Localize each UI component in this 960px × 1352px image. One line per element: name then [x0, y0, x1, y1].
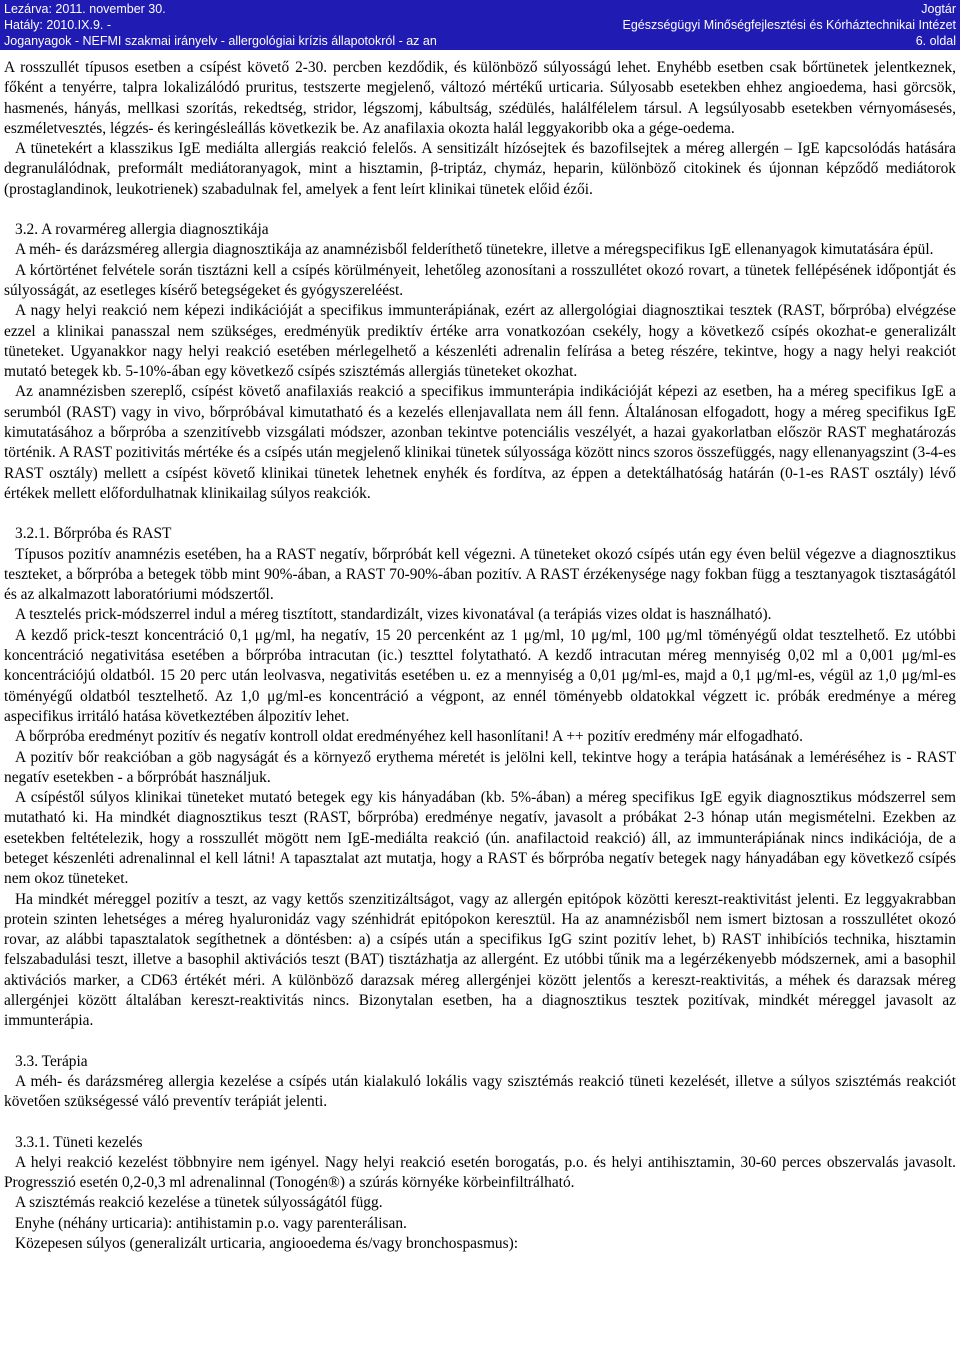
header-right	[622, 1, 956, 49]
section-heading: 3.3.1. Tüneti kezelés	[15, 1133, 143, 1151]
paragraph: A pozitív bőr reakcióban a göb nagyságát és a környező erythema méretét is jelölni kell, tekintve hogy a terápia hatásának a leméréséhez is - RAST negatív esetekben - a bőrpróbát használjuk.	[4, 748, 956, 786]
publisher: Jogtár	[921, 2, 956, 16]
page-number: 6. oldal	[915, 34, 956, 48]
paragraph: Enyhe (néhány urticaria): antihistamin p.o. vagy parenterálisan.	[15, 1214, 407, 1232]
paragraph: A rosszullét típusos esetben a csípést követő 2-30. percben kezdődik, és különböző súlyosságú lehet. Enyhébb esetben csak bőrtünetek jelentkeznek, főként a tenyérre, talpra lokalizálódó pruritus, testszerte megjelenő, változó mértékű urticaria. Súlyosabb esetekben ehhez angioedema, hasi görcsök, hasmenés, hányás, mellkasi szorítás, rekedtség, stridor, légszomj, kábultság, szédülés, halálfélelem társul. A legsúlyosabb esetekben vérnyomásesés, eszméletvesztés, légzés- és keringésleállás következik be. Az anafilaxia okozta halál leggyakoribb oka a gége-oedema.	[4, 59, 956, 137]
paragraph: Ha mindkét méreggel pozitív a teszt, az vagy kettős szenzitizáltságot, vagy az allergén epitópok közötti kereszt-reaktivitást jelenti. Ez leggyakrabban protein szinten lehetséges a méreg hyaluronidáz vagy szénhidrát epitópokon keresztül. Ha az anamnézisből nem ismert biztosan a rosszullétet okozó rovar, az alábbi tapasztalatok segíthetnek a döntésben: a) a csípés után a specifikus IgG szint pozitív lehet, b) RAST inhibíciós technika, hisztamin felszabadulási teszt, illetve a basophil aktivációs teszt (BAT) tisztázhatja az allergént. Ez utóbbi tűnik ma a legérzékenyebb módszernek, ami a basophil aktivációs marker, a CD63 értékét méri. A különböző darazsak méreg allergénjei között jelentős a kereszt-reaktivitás, a méhek és darazsak méreg allergénjei között általában kereszt-reaktivitás nincs. Bizonytalan esetben, ha a diagnosztikus tesztek pozitívak, mindkét méreggel javasolt az immunterápia.	[4, 890, 956, 1030]
institute: Egészségügyi Minőségfejlesztési és Kórháztechnikai Intézet	[622, 18, 956, 32]
paragraph: A kórtörténet felvétele során tisztázni kell a csípés körülményeit, lehetőleg azonosítani a rosszullétet okozó rovart, a tünetek fellépésének időpontját és súlyosságát, az esetleges kísérő betegségeket és gyógyszereléést.	[4, 261, 956, 299]
paragraph: Az anamnézisben szereplő, csípést követő anafilaxiás reakció a specifikus immunterápia indikációját képezi az esetben, ha a méreg specifikus IgE a serumból (RAST) vagy in vivo, bőrpróbával kimutatható és a kezelés ellenjavallata nem áll fenn. Általánosan elfogadott, hogy a méreg specifikus IgE kimutatásához a bőrpróba a szenzitívebb vizsgálati módszer, azonban tekintve potenciális veszélyét, a hazai gyakorlatban először RAST meghatározás történik. A RAST pozitivitás mértéke és a csípés után megjelenő klinikai tünetek súlyossága között nincs szoros összefüggés, nagy ellenanyagszint (3-4-es RAST osztály) mellett a csípést követő klinikai tünetek lehetnek enyhék és fordítva, az éppen a detektálhatóság határán (0-1-es RAST osztály) lévő értékek mellett előfordulhatnak klinikailag súlyos reakciók.	[4, 383, 956, 502]
paragraph: A méh- és darázsméreg allergia diagnosztikája az anamnézisből felderíthető tünetekre, illetve a méregspecifikus IgE ellenanyagok kimutatására épül.	[15, 241, 934, 259]
document-path: Joganyagok - NEFMI szakmai irányelv - allergológiai krízis állapotokról - az an	[4, 34, 437, 48]
paragraph: Típusos pozitív anamnézis esetében, ha a RAST negatív, bőrpróbát kell végezni. A tüneteket okozó csípés után egy éven belül végezve a diagnosztikus teszteket, a bőrpróba a betegek több mint 90%-ában, a RAST 70-90%-ában pozitív. A RAST érzékenysége nagy fokban függ a tesztanyagok tisztaságától és az alkalmazott laboratóriumi módszertől.	[4, 545, 956, 604]
section-heading: 3.2.1. Bőrpróba és RAST	[15, 525, 172, 543]
paragraph: A méh- és darázsméreg allergia kezelése a csípés után kialakuló lokális vagy szisztémás reakció tüneti kezelését, illetve a súlyos szisztémás reakciót követően szükségessé váló preventív terápiát jelenti.	[4, 1072, 956, 1111]
paragraph: A tesztelés prick-módszerrel indul a méreg tisztított, standardizált, vizes kivonatával (a terápiás vizes oldat is használható).	[15, 606, 772, 624]
paragraph: A csípéstől súlyos klinikai tüneteket mutató betegek egy kis hányadában (kb. 5%-ában) a méreg specifikus IgE egyik diagnosztikus módszerrel sem mutatható ki. Ha mindkét diagnosztikus teszt (RAST, bőrpróba) eredménye negatív, javasolt a próbákat 2-3 hónap után megismételni. Ezekben az esetekben feltételezik, hogy a rosszullét mögött nem IgE-mediálta reakció (ún. anafilactoid reakció) áll, az immunterápiának nincs indikációja, de a beteget készenléti adrenalinnal el kell látni! A tapasztalat azt mutatja, hogy a RAST és bőrpróba negatív betegek nagy hányadában egy következő csípés nem okoz tüneteket.	[4, 789, 956, 888]
document-body	[4, 58, 956, 1254]
paragraph: A kezdő prick-teszt koncentráció 0,1 μg/ml, ha negatív, 15 20 percenként az 1 μg/ml, 10 μg/ml, 100 μg/ml töményégű oldat tesztelhető. Ez utóbbi koncentráció negativitása esetében a bőrpróba intracutan (ic.) teszttel folytatható. A kezdő intracutan méreg mennyiség 0,02 ml a 0,001 μg/ml-es koncentrációjú oldatból. 15 20 perc után leolvasva, negativitás esetében u. ez a mennyiség a 0,01 μg/ml-es, majd a 0,1 μg/ml-es, végül az 1,0 μg/ml-es töményégű oldatból tesztelhető. Az 1,0 μg/ml-es koncentráció a végpont, az ennél töményebb oldatokkal végzett ic. próbák eredménye a méreg aspecifikus irritáló hatása következtében álpozitív lehet.	[4, 626, 956, 725]
section-heading: 3.2. A rovarméreg allergia diagnosztikája	[15, 221, 269, 239]
closing-date: Lezárva: 2011. november 30.	[4, 2, 166, 16]
document-header	[0, 0, 960, 50]
section-heading: 3.3. Terápia	[15, 1052, 88, 1070]
paragraph: A szisztémás reakció kezelése a tünetek súlyosságától függ.	[15, 1194, 383, 1212]
effective-date: Hatály: 2010.IX.9. -	[4, 18, 112, 32]
paragraph: A nagy helyi reakció nem képezi indikációját a specifikus immunterápiának, ezért az allergológiai diagnosztikai tesztek (RAST, bőrpróba) elvégzése ezzel a klinikai panasszal nem szükséges, eredményük prediktív értéke arra vonatkozóan csekély, hogy a következő csípés okozhat-e generalizált tüneteket. Ugyanakkor nagy helyi reakció esetében mérlegelhető a készenléti adrenalin felírása a beteg részére, tekintve, hogy a nagy helyi reakciót mutató betegek kb. 5-10%-ában egy következő csípés szisztémás allergiás tüneteket okozhat.	[4, 302, 956, 381]
paragraph: Közepesen súlyos (generalizált urticaria, angiooedema és/vagy bronchospasmus):	[15, 1235, 519, 1253]
paragraph: A helyi reakció kezelést többnyire nem igényel. Nagy helyi reakció esetén borogatás, p.o. és helyi antihisztamin, 30-60 perces obszervalás javasolt. Progresszió esetén 0,2-0,3 ml adrenalinnal (Tonogén®) a szúrás környéke körbeinfiltrálható.	[4, 1153, 956, 1192]
header-left	[4, 1, 437, 49]
paragraph: A bőrpróba eredményt pozitív és negatív kontroll oldat eredményéhez kell hasonlítani! A ++ pozitív eredmény már elfogadható.	[15, 728, 803, 746]
paragraph: A tünetekért a klasszikus IgE mediálta allergiás reakció felelős. A sensitizált hízósejtek és bazofilsejtek a méreg allergén – IgE kapcsolódás hatására degranulálódnak, preformált mediátoranyagok, mint a hisztamin, β-triptáz, chymáz, heparin, különböző citokinek és újonnan képződő mediátorok (prostaglandinok, leukotrienek) szabadulnak fel, amelyek a fent leírt klinikai tünetek előid ézői.	[4, 140, 956, 198]
